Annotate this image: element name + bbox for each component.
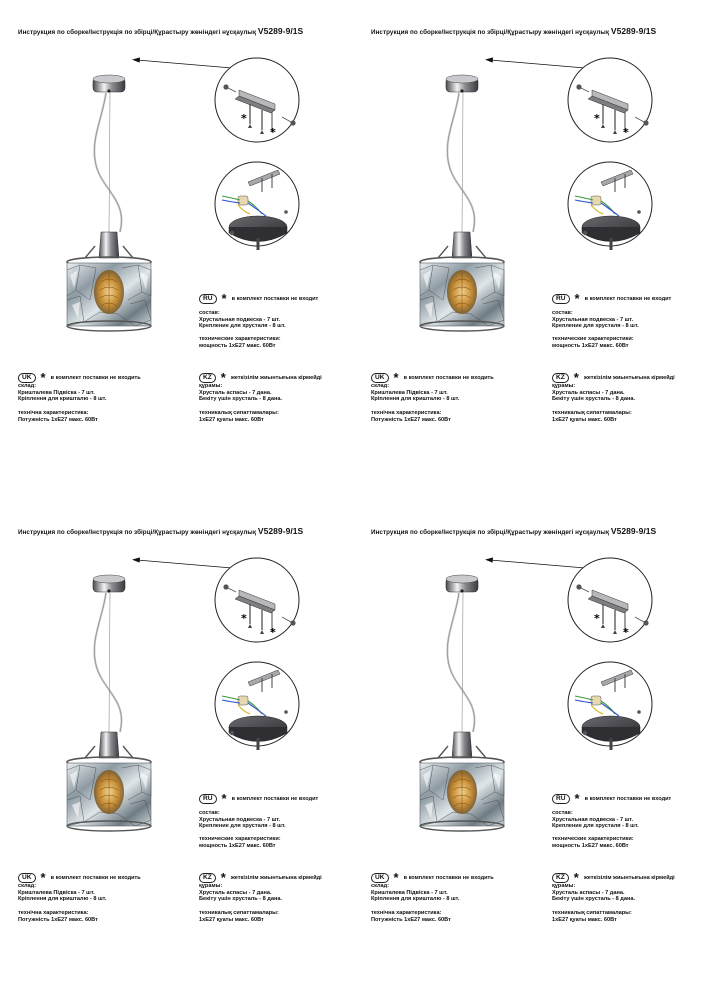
uk-composition [371,383,459,403]
ru-specs-heading: технические характеристики: [199,336,281,342]
uk-composition-heading: склад: [18,883,37,889]
kz-composition-heading: құрамы: [552,383,576,389]
instruction-panel [0,500,353,1000]
power-cable [447,593,474,732]
kz-composition [199,883,282,903]
power-cable-edge [94,593,121,732]
crystal-shade [420,757,504,831]
kz-specs [552,410,632,423]
kz-item-1: Хрусталь аспасы - 7 дана. [199,389,272,396]
ceiling-canopy-icon [446,75,478,93]
ru-not-included-row [199,791,319,806]
kz-composition [199,383,282,403]
ru-specs [199,836,281,849]
uk-power: Потужність 1xE27 макс. 60Вт [18,916,98,923]
ru-language-badge: RU [199,294,217,304]
suspension-wire [462,93,463,232]
model-number: V5289-9/1S [610,26,657,36]
uk-specs [371,910,451,923]
ru-item-2: Крепление для хрусталя - 8 шт. [199,323,286,330]
ru-not-included-row [199,291,319,306]
uk-power: Потужність 1xE27 макс. 60Вт [371,916,451,923]
ceiling-canopy-icon [446,575,478,593]
kz-language-badge: KZ [552,373,569,383]
kz-language-badge: KZ [199,873,216,883]
mounting-bracket-icon [215,558,299,642]
title-text: Инструкция по сборке/Інструкція по збірці/Құрастыру жөніндегі нұсқаулық [371,29,610,36]
power-cable-edge [447,593,474,732]
assembly-illustration [353,500,706,1000]
power-cable-edge [94,93,121,232]
uk-item-1: Кришталева Підвіска - 7 шт. [371,389,448,396]
instruction-panel [353,0,706,500]
kz-composition [552,883,635,903]
asterisk-star-icon: * [623,126,629,139]
uk-language-badge: UK [371,373,389,383]
kz-item-2: Бекіту үшін хрусталь - 8 дана. [552,896,636,903]
asterisk-star-icon: * [220,870,226,885]
uk-specs-heading: технічна характеристика: [18,410,89,416]
asterisk-star-icon: * [393,870,399,885]
asterisk-star-icon: * [270,626,276,639]
asterisk-star-icon: * [573,370,579,385]
kz-specs [199,410,279,423]
ru-item-2: Крепление для хрусталя - 8 шт. [199,823,286,830]
ru-language-badge: RU [552,794,570,804]
kz-specs [552,910,632,923]
uk-not-included-note: в комплект поставки не входить [50,375,141,381]
ru-composition [552,310,639,330]
asterisk-star-icon: * [623,626,629,639]
kz-composition-heading: құрамы: [552,883,576,889]
ru-specs [552,336,634,349]
ru-specs-heading: технические характеристики: [199,836,281,842]
power-cable [94,593,121,732]
wiring-connection-icon [215,162,299,250]
uk-not-included-note: в комплект поставки не входить [403,875,494,881]
kz-power: 1xE27 қуаты макс. 60Вт [552,416,617,423]
ru-item-2: Крепление для хрусталя - 8 шт. [552,323,639,330]
ceiling-canopy-icon [93,575,125,593]
power-cable [447,93,474,232]
uk-language-badge: UK [18,373,36,383]
uk-item-1: Кришталева Підвіска - 7 шт. [18,889,95,896]
asterisk-star-icon: * [241,112,247,125]
power-cable-edge [447,93,474,232]
suspension-wire [462,593,463,732]
lamp-socket [85,232,133,258]
kz-not-included-note: жеткізілім жиынтығына кірмейді [230,375,322,381]
uk-language-badge: UK [18,873,36,883]
ru-specs-heading: технические характеристики: [552,336,634,342]
ru-specs-heading: технические характеристики: [552,836,634,842]
assembly-illustration [0,500,353,1000]
power-cable [94,93,121,232]
asterisk-star-icon: * [40,870,46,885]
suspension-wire [109,593,110,732]
asterisk-star-icon: * [594,112,600,125]
kz-specs [199,910,279,923]
assembly-illustration [0,0,353,500]
uk-not-included-row [18,370,141,385]
uk-item-2: Кріплення для кришталю - 8 шт. [18,396,107,403]
mounting-bracket-icon [568,558,652,642]
asterisk-star-icon: * [241,612,247,625]
pointer-arrow [485,57,585,68]
ru-composition-heading: состав: [199,310,220,316]
ru-not-included-note: в комплект поставки не входит [231,296,319,302]
ceiling-canopy-icon [93,75,125,93]
kz-not-included-note: жеткізілім жиынтығына кірмейді [230,875,322,881]
ru-composition-heading: состав: [199,810,220,816]
asterisk-star-icon: * [393,370,399,385]
title-text: Инструкция по сборке/Інструкція по збірці/Құрастыру жөніндегі нұсқаулық [371,529,610,536]
title-text: Инструкция по сборке/Інструкція по збірці/Құрастыру жөніндегі нұсқаулық [18,29,257,36]
uk-composition-heading: склад: [18,383,37,389]
kz-specs-heading: техникалық сипаттамалары: [552,410,632,416]
title-text: Инструкция по сборке/Інструкція по збірці/Құрастыру жөніндегі нұсқаулық [18,529,257,536]
asterisk-star-icon: * [573,870,579,885]
wiring-connection-icon [568,162,652,250]
kz-power: 1xE27 қуаты макс. 60Вт [552,916,617,923]
kz-specs-heading: техникалық сипаттамалары: [199,410,279,416]
model-number: V5289-9/1S [257,26,304,36]
uk-composition-heading: склад: [371,883,390,889]
kz-not-included-note: жеткізілім жиынтығына кірмейді [583,875,675,881]
kz-language-badge: KZ [199,373,216,383]
asterisk-star-icon: * [221,791,227,806]
model-number: V5289-9/1S [257,526,304,536]
ru-power: мощность 1xE27 макс. 60Вт [199,342,276,349]
kz-power: 1xE27 қуаты макс. 60Вт [199,416,264,423]
uk-not-included-note: в комплект поставки не входить [50,875,141,881]
crystal-shade [67,257,151,331]
kz-not-included-row [552,370,675,385]
kz-not-included-note: жеткізілім жиынтығына кірмейді [583,375,675,381]
asterisk-star-icon: * [221,291,227,306]
uk-item-2: Кріплення для кришталю - 8 шт. [371,396,460,403]
ru-power: мощность 1xE27 макс. 60Вт [199,842,276,849]
kz-not-included-row [552,870,675,885]
asterisk-star-icon: * [40,370,46,385]
uk-language-badge: UK [371,873,389,883]
ru-composition-heading: состав: [552,810,573,816]
uk-power: Потужність 1xE27 макс. 60Вт [371,416,451,423]
uk-composition [371,883,459,903]
kz-specs-heading: техникалық сипаттамалары: [552,910,632,916]
kz-not-included-row [199,870,322,885]
kz-item-1: Хрусталь аспасы - 7 дана. [552,389,625,396]
kz-item-1: Хрусталь аспасы - 7 дана. [199,889,272,896]
uk-specs [18,910,98,923]
ru-language-badge: RU [199,794,217,804]
suspension-wire [109,93,110,232]
ru-composition [199,310,286,330]
kz-item-2: Бекіту үшін хрусталь - 8 дана. [199,396,283,403]
lamp-socket [438,732,486,758]
ru-not-included-row [552,791,672,806]
kz-composition-heading: құрамы: [199,383,223,389]
uk-specs-heading: технічна характеристика: [371,910,442,916]
instruction-panel [0,0,353,500]
ru-item-2: Крепление для хрусталя - 8 шт. [552,823,639,830]
uk-item-1: Кришталева Підвіска - 7 шт. [18,389,95,396]
model-number: V5289-9/1S [610,526,657,536]
asterisk-star-icon: * [220,370,226,385]
ru-not-included-note: в комплект поставки не входит [584,796,672,802]
asterisk-star-icon: * [574,291,580,306]
ru-specs [199,336,281,349]
ru-power: мощность 1xE27 макс. 60Вт [552,342,629,349]
crystal-shade [67,757,151,831]
uk-not-included-row [371,370,494,385]
ru-specs [552,836,634,849]
instruction-panel [353,500,706,1000]
mounting-bracket-icon [568,58,652,142]
crystal-shade [420,257,504,331]
lamp-socket [85,732,133,758]
kz-item-1: Хрусталь аспасы - 7 дана. [552,889,625,896]
kz-item-2: Бекіту үшін хрусталь - 8 дана. [552,396,636,403]
ru-not-included-row [552,291,672,306]
kz-item-2: Бекіту үшін хрусталь - 8 дана. [199,896,283,903]
uk-not-included-row [371,870,494,885]
ru-item-1: Хрустальная подвеска - 7 шт. [199,816,281,823]
kz-not-included-row [199,370,322,385]
uk-not-included-note: в комплект поставки не входить [403,375,494,381]
uk-item-2: Кріплення для кришталю - 8 шт. [371,896,460,903]
pointer-arrow [132,557,232,568]
ru-item-1: Хрустальная подвеска - 7 шт. [552,816,634,823]
ru-not-included-note: в комплект поставки не входит [584,296,672,302]
uk-item-2: Кріплення для кришталю - 8 шт. [18,896,107,903]
uk-specs [18,410,98,423]
uk-specs-heading: технічна характеристика: [18,910,89,916]
assembly-illustration [353,0,706,500]
kz-composition-heading: құрамы: [199,883,223,889]
wiring-connection-icon [215,662,299,750]
asterisk-star-icon: * [574,791,580,806]
mounting-bracket-icon [215,58,299,142]
uk-power: Потужність 1xE27 макс. 60Вт [18,416,98,423]
uk-composition [18,883,106,903]
ru-power: мощность 1xE27 макс. 60Вт [552,842,629,849]
pointer-arrow [132,57,232,68]
lamp-socket [438,232,486,258]
uk-composition-heading: склад: [371,383,390,389]
ru-language-badge: RU [552,294,570,304]
kz-composition [552,383,635,403]
kz-power: 1xE27 қуаты макс. 60Вт [199,916,264,923]
uk-specs [371,410,451,423]
uk-item-1: Кришталева Підвіска - 7 шт. [371,889,448,896]
uk-composition [18,383,106,403]
kz-language-badge: KZ [552,873,569,883]
wiring-connection-icon [568,662,652,750]
ru-composition-heading: состав: [552,310,573,316]
ru-composition [199,810,286,830]
kz-specs-heading: техникалық сипаттамалары: [199,910,279,916]
asterisk-star-icon: * [270,126,276,139]
ru-not-included-note: в комплект поставки не входит [231,796,319,802]
uk-not-included-row [18,870,141,885]
ru-composition [552,810,639,830]
asterisk-star-icon: * [594,612,600,625]
uk-specs-heading: технічна характеристика: [371,410,442,416]
pointer-arrow [485,557,585,568]
ru-item-1: Хрустальная подвеска - 7 шт. [199,316,281,323]
ru-item-1: Хрустальная подвеска - 7 шт. [552,316,634,323]
